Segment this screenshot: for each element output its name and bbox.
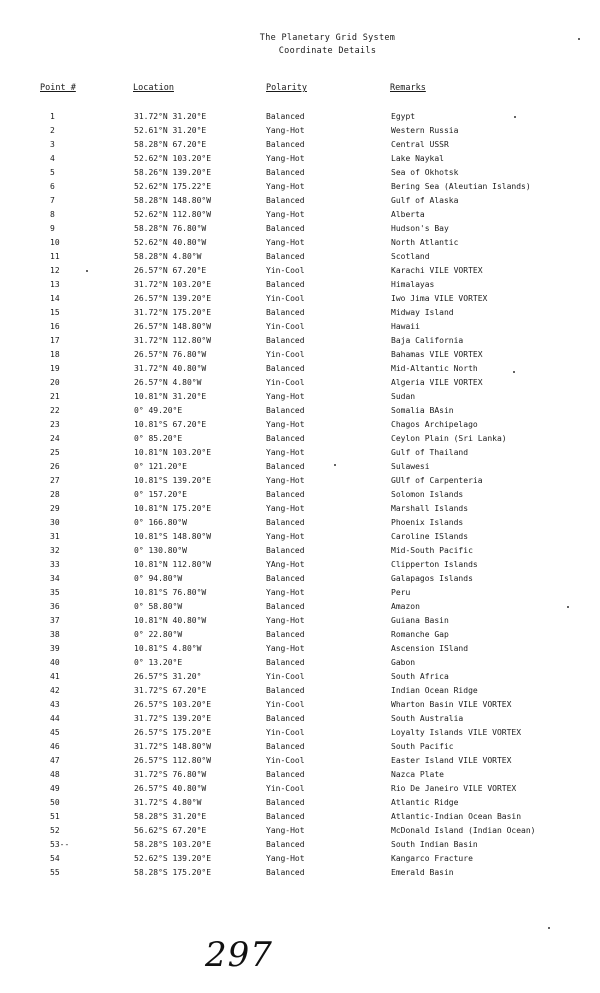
cell-polarity: Balanced [266, 252, 305, 261]
cell-location: 0° 58.80°W [134, 602, 183, 611]
cell-point: 21 [50, 392, 60, 401]
cell-polarity: Balanced [266, 518, 305, 527]
cell-polarity: Yin-Cool [266, 322, 305, 331]
cell-point: 26 [50, 462, 60, 471]
table-row [0, 516, 600, 530]
table-row [0, 726, 600, 740]
cell-remarks: Gulf of Alaska [391, 196, 459, 205]
cell-point: 23 [50, 420, 60, 429]
cell-remarks: Sulawesi [391, 462, 430, 471]
cell-remarks: Hawaii [391, 322, 420, 331]
cell-point: 14 [50, 294, 60, 303]
cell-polarity: Yang-Hot [266, 588, 305, 597]
cell-remarks: South Pacific [391, 742, 454, 751]
table-row [0, 586, 600, 600]
cell-remarks: Bahamas VILE VORTEX [391, 350, 483, 359]
cell-point: 17 [50, 336, 60, 345]
scan-speck [513, 371, 515, 373]
cell-remarks: Midway Island [391, 308, 454, 317]
cell-remarks: Atlantic Ridge [391, 798, 459, 807]
cell-point: 33 [50, 560, 60, 569]
cell-location: 58.28°N 67.20°E [134, 140, 207, 149]
table-row [0, 348, 600, 362]
cell-location: 52.62°N 112.80°W [134, 210, 212, 219]
cell-location: 52.62°S 139.20°E [134, 854, 212, 863]
cell-point: 44 [50, 714, 60, 723]
cell-remarks: Atlantic-Indian Ocean Basin [391, 812, 522, 821]
cell-location: 26.57°S 40.80°W [134, 784, 207, 793]
handwritten-page-number: 297 [205, 935, 273, 975]
table-row [0, 712, 600, 726]
scan-speck [86, 270, 88, 272]
cell-polarity: Balanced [266, 868, 305, 877]
scan-speck [334, 464, 336, 466]
cell-location: 26.57°N 139.20°E [134, 294, 212, 303]
cell-remarks: Wharton Basin VILE VORTEX [391, 700, 512, 709]
cell-location: 52.62°N 103.20°E [134, 154, 212, 163]
cell-point: 35 [50, 588, 60, 597]
cell-point: 22 [50, 406, 60, 415]
cell-location: 10.81°S 76.80°W [134, 588, 207, 597]
table-row [0, 418, 600, 432]
cell-point: 53-- [50, 840, 70, 849]
coordinate-table [0, 110, 600, 880]
cell-location: 31.72°N 175.20°E [134, 308, 212, 317]
table-row [0, 432, 600, 446]
table-row [0, 698, 600, 712]
table-row [0, 460, 600, 474]
cell-remarks: Scotland [391, 252, 430, 261]
cell-point: 6 [50, 182, 55, 191]
cell-remarks: Mid-South Pacific [391, 546, 473, 555]
cell-point: 41 [50, 672, 60, 681]
cell-polarity: Balanced [266, 140, 305, 149]
cell-point: 9 [50, 224, 55, 233]
cell-polarity: Yin-Cool [266, 756, 305, 765]
cell-polarity: Yang-Hot [266, 504, 305, 513]
cell-polarity: Balanced [266, 742, 305, 751]
cell-polarity: Balanced [266, 434, 305, 443]
cell-location: 0° 85.20°E [134, 434, 183, 443]
cell-location: 31.72°N 112.80°W [134, 336, 212, 345]
cell-remarks: Hudson's Bay [391, 224, 449, 233]
cell-point: 11 [50, 252, 60, 261]
cell-location: 10.81°S 148.80°W [134, 532, 212, 541]
cell-remarks: North Atlantic [391, 238, 459, 247]
cell-location: 58.26°N 139.20°E [134, 168, 212, 177]
cell-polarity: Yang-Hot [266, 616, 305, 625]
table-row [0, 810, 600, 824]
cell-remarks: Egypt [391, 112, 416, 121]
cell-remarks: Clipperton Islands [391, 560, 478, 569]
cell-point: 25 [50, 448, 60, 457]
title-line-1: The Planetary Grid System [259, 33, 396, 43]
table-row [0, 250, 600, 264]
cell-location: 31.72°S 76.80°W [134, 770, 207, 779]
cell-polarity: Balanced [266, 812, 305, 821]
cell-polarity: Balanced [266, 112, 305, 121]
cell-polarity: Yin-Cool [266, 728, 305, 737]
table-row [0, 628, 600, 642]
table-row [0, 208, 600, 222]
cell-polarity: Yang-Hot [266, 182, 305, 191]
column-header-remarks: Remarks [390, 83, 426, 93]
table-header [0, 83, 600, 95]
cell-point: 36 [50, 602, 60, 611]
cell-remarks: Ceylon Plain (Sri Lanka) [391, 434, 507, 443]
cell-remarks: Guiana Basin [391, 616, 449, 625]
cell-point: 2 [50, 126, 55, 135]
cell-remarks: Gabon [391, 658, 416, 667]
cell-location: 31.72°S 67.20°E [134, 686, 207, 695]
cell-polarity: Yin-Cool [266, 378, 305, 387]
cell-remarks: Nazca Plate [391, 770, 444, 779]
cell-location: 31.72°S 148.80°W [134, 742, 212, 751]
cell-point: 46 [50, 742, 60, 751]
cell-location: 52.62°N 40.80°W [134, 238, 207, 247]
cell-remarks: Algeria VILE VORTEX [391, 378, 483, 387]
cell-polarity: Balanced [266, 686, 305, 695]
column-header-location: Location [133, 83, 174, 93]
cell-location: 10.81°N 103.20°E [134, 448, 212, 457]
cell-polarity: YAng-Hot [266, 560, 305, 569]
table-row [0, 754, 600, 768]
cell-polarity: Balanced [266, 406, 305, 415]
table-row [0, 292, 600, 306]
cell-location: 58.28°S 31.20°E [134, 812, 207, 821]
cell-polarity: Balanced [266, 574, 305, 583]
cell-remarks: Peru [391, 588, 411, 597]
cell-location: 26.57°S 112.80°W [134, 756, 212, 765]
cell-polarity: Yin-Cool [266, 784, 305, 793]
cell-point: 49 [50, 784, 60, 793]
cell-location: 0° 49.20°E [134, 406, 183, 415]
cell-location: 10.81°N 31.20°E [134, 392, 207, 401]
cell-location: 58.28°N 148.80°W [134, 196, 212, 205]
table-row [0, 152, 600, 166]
cell-point: 52 [50, 826, 60, 835]
table-row [0, 404, 600, 418]
cell-location: 26.57°N 67.20°E [134, 266, 207, 275]
table-row [0, 614, 600, 628]
cell-point: 19 [50, 364, 60, 373]
cell-polarity: Yin-Cool [266, 672, 305, 681]
cell-polarity: Balanced [266, 490, 305, 499]
cell-polarity: Balanced [266, 280, 305, 289]
cell-polarity: Yang-Hot [266, 476, 305, 485]
cell-remarks: Karachi VILE VORTEX [391, 266, 483, 275]
cell-polarity: Yang-Hot [266, 238, 305, 247]
column-header-polarity: Polarity [266, 83, 307, 93]
table-row [0, 740, 600, 754]
table-row [0, 320, 600, 334]
cell-polarity: Yin-Cool [266, 294, 305, 303]
cell-point: 24 [50, 434, 60, 443]
cell-remarks: Marshall Islands [391, 504, 469, 513]
cell-polarity: Yang-Hot [266, 392, 305, 401]
title-line-2: Coordinate Details [278, 46, 377, 56]
cell-point: 39 [50, 644, 60, 653]
cell-polarity: Yin-Cool [266, 266, 305, 275]
cell-point: 42 [50, 686, 60, 695]
table-row [0, 530, 600, 544]
cell-polarity: Yang-Hot [266, 126, 305, 135]
cell-polarity: Balanced [266, 714, 305, 723]
table-row [0, 236, 600, 250]
cell-point: 34 [50, 574, 60, 583]
cell-location: 58.28°N 4.80°W [134, 252, 202, 261]
cell-location: 0° 13.20°E [134, 658, 183, 667]
cell-location: 58.28°S 103.20°E [134, 840, 212, 849]
cell-remarks: Galapagos Islands [391, 574, 473, 583]
cell-location: 26.57°S 175.20°E [134, 728, 212, 737]
cell-remarks: Kangarco Fracture [391, 854, 473, 863]
cell-polarity: Balanced [266, 602, 305, 611]
cell-remarks: Central USSR [391, 140, 449, 149]
cell-point: 31 [50, 532, 60, 541]
cell-remarks: Baja California [391, 336, 464, 345]
cell-location: 0° 121.20°E [134, 462, 187, 471]
cell-remarks: Amazon [391, 602, 420, 611]
cell-polarity: Yang-Hot [266, 644, 305, 653]
cell-point: 13 [50, 280, 60, 289]
cell-point: 55 [50, 868, 60, 877]
table-row [0, 838, 600, 852]
cell-remarks: Emerald Basin [391, 868, 454, 877]
cell-remarks: Iwo Jima VILE VORTEX [391, 294, 488, 303]
cell-point: 7 [50, 196, 55, 205]
cell-polarity: Balanced [266, 630, 305, 639]
table-row [0, 390, 600, 404]
cell-remarks: Phoenix Islands [391, 518, 464, 527]
cell-location: 26.57°N 148.80°W [134, 322, 212, 331]
cell-remarks: Caroline ISlands [391, 532, 469, 541]
table-row [0, 362, 600, 376]
cell-remarks: Sea of Okhotsk [391, 168, 459, 177]
cell-location: 0° 130.80°W [134, 546, 187, 555]
table-row [0, 376, 600, 390]
cell-location: 52.62°N 175.22°E [134, 182, 212, 191]
table-row [0, 110, 600, 124]
cell-remarks: McDonald Island (Indian Ocean) [391, 826, 536, 835]
cell-location: 56.62°S 67.20°E [134, 826, 207, 835]
cell-remarks: South Australia [391, 714, 464, 723]
scan-speck [514, 116, 516, 118]
table-row [0, 656, 600, 670]
cell-location: 0° 166.80°W [134, 518, 187, 527]
cell-remarks: South Africa [391, 672, 449, 681]
scan-speck [578, 38, 580, 40]
cell-remarks: Somalia BAsin [391, 406, 454, 415]
table-row [0, 474, 600, 488]
table-row [0, 670, 600, 684]
cell-remarks: South Indian Basin [391, 840, 478, 849]
table-row [0, 558, 600, 572]
table-row [0, 278, 600, 292]
table-row [0, 166, 600, 180]
table-row [0, 138, 600, 152]
scan-speck [548, 927, 550, 929]
cell-location: 31.72°N 103.20°E [134, 280, 212, 289]
cell-location: 58.28°S 175.20°E [134, 868, 212, 877]
cell-polarity: Yang-Hot [266, 532, 305, 541]
scan-speck [567, 606, 569, 608]
cell-remarks: Sudan [391, 392, 416, 401]
cell-point: 47 [50, 756, 60, 765]
cell-location: 26.57°S 103.20°E [134, 700, 212, 709]
table-row [0, 306, 600, 320]
cell-polarity: Balanced [266, 798, 305, 807]
cell-polarity: Balanced [266, 336, 305, 345]
cell-polarity: Yang-Hot [266, 854, 305, 863]
cell-point: 10 [50, 238, 60, 247]
cell-remarks: Romanche Gap [391, 630, 449, 639]
cell-location: 0° 94.80°W [134, 574, 183, 583]
cell-polarity: Balanced [266, 308, 305, 317]
cell-polarity: Balanced [266, 224, 305, 233]
table-row [0, 796, 600, 810]
cell-remarks: Western Russia [391, 126, 459, 135]
cell-location: 31.72°N 40.80°W [134, 364, 207, 373]
cell-polarity: Balanced [266, 658, 305, 667]
cell-remarks: GUlf of Carpenteria [391, 476, 483, 485]
cell-polarity: Balanced [266, 770, 305, 779]
cell-point: 20 [50, 378, 60, 387]
cell-polarity: Balanced [266, 196, 305, 205]
cell-point: 27 [50, 476, 60, 485]
cell-remarks: Chagos Archipelago [391, 420, 478, 429]
cell-remarks: Indian Ocean Ridge [391, 686, 478, 695]
cell-location: 31.72°N 31.20°E [134, 112, 207, 121]
cell-remarks: Bering Sea (Aleutian Islands) [391, 182, 531, 191]
cell-remarks: Ascension ISland [391, 644, 469, 653]
cell-location: 10.81°S 139.20°E [134, 476, 212, 485]
cell-polarity: Balanced [266, 840, 305, 849]
table-row [0, 502, 600, 516]
cell-remarks: Gulf of Thailand [391, 448, 469, 457]
cell-polarity: Yang-Hot [266, 154, 305, 163]
table-row [0, 180, 600, 194]
cell-point: 8 [50, 210, 55, 219]
cell-point: 3 [50, 140, 55, 149]
cell-remarks: Solomon Islands [391, 490, 464, 499]
cell-remarks: Alberta [391, 210, 425, 219]
cell-point: 50 [50, 798, 60, 807]
column-header-point: Point # [40, 83, 76, 93]
cell-point: 43 [50, 700, 60, 709]
cell-point: 4 [50, 154, 55, 163]
cell-point: 32 [50, 546, 60, 555]
cell-point: 45 [50, 728, 60, 737]
cell-location: 26.57°N 4.80°W [134, 378, 202, 387]
table-row [0, 544, 600, 558]
cell-polarity: Yang-Hot [266, 210, 305, 219]
table-row [0, 264, 600, 278]
cell-location: 10.81°N 175.20°E [134, 504, 212, 513]
cell-location: 10.81°S 4.80°W [134, 644, 202, 653]
cell-location: 10.81°N 40.80°W [134, 616, 207, 625]
cell-point: 28 [50, 490, 60, 499]
cell-location: 10.81°N 112.80°W [134, 560, 212, 569]
table-row [0, 194, 600, 208]
cell-polarity: Yang-Hot [266, 448, 305, 457]
cell-point: 30 [50, 518, 60, 527]
cell-location: 26.57°S 31.20° [134, 672, 202, 681]
cell-point: 40 [50, 658, 60, 667]
cell-polarity: Balanced [266, 546, 305, 555]
cell-remarks: Rio De Janeiro VILE VORTEX [391, 784, 517, 793]
cell-location: 0° 22.80°W [134, 630, 183, 639]
table-row [0, 852, 600, 866]
table-row [0, 768, 600, 782]
cell-point: 48 [50, 770, 60, 779]
table-row [0, 866, 600, 880]
table-row [0, 824, 600, 838]
cell-location: 58.28°N 76.80°W [134, 224, 207, 233]
cell-point: 37 [50, 616, 60, 625]
table-row [0, 642, 600, 656]
cell-location: 31.72°S 4.80°W [134, 798, 202, 807]
cell-polarity: Yang-Hot [266, 826, 305, 835]
cell-point: 12 [50, 266, 60, 275]
table-row [0, 124, 600, 138]
cell-point: 51 [50, 812, 60, 821]
table-row [0, 446, 600, 460]
cell-point: 29 [50, 504, 60, 513]
cell-remarks: Easter Island VILE VORTEX [391, 756, 512, 765]
cell-remarks: Himalayas [391, 280, 435, 289]
cell-location: 52.61°N 31.20°E [134, 126, 207, 135]
cell-polarity: Balanced [266, 462, 305, 471]
cell-point: 18 [50, 350, 60, 359]
table-row [0, 782, 600, 796]
cell-location: 26.57°N 76.80°W [134, 350, 207, 359]
table-row [0, 334, 600, 348]
cell-polarity: Yin-Cool [266, 700, 305, 709]
table-row [0, 488, 600, 502]
table-row [0, 222, 600, 236]
cell-polarity: Yin-Cool [266, 350, 305, 359]
cell-polarity: Balanced [266, 364, 305, 373]
cell-point: 1 [50, 112, 55, 121]
cell-point: 16 [50, 322, 60, 331]
cell-remarks: Lake Naykal [391, 154, 444, 163]
cell-location: 31.72°S 139.20°E [134, 714, 212, 723]
table-row [0, 600, 600, 614]
cell-point: 15 [50, 308, 60, 317]
cell-point: 54 [50, 854, 60, 863]
cell-point: 5 [50, 168, 55, 177]
cell-location: 10.81°S 67.20°E [134, 420, 207, 429]
cell-remarks: Loyalty Islands VILE VORTEX [391, 728, 522, 737]
cell-remarks: Mid-Altantic North [391, 364, 478, 373]
cell-location: 0° 157.20°E [134, 490, 187, 499]
document-title [0, 32, 600, 58]
table-row [0, 572, 600, 586]
cell-polarity: Balanced [266, 168, 305, 177]
table-row [0, 684, 600, 698]
cell-polarity: Yang-Hot [266, 420, 305, 429]
cell-point: 38 [50, 630, 60, 639]
